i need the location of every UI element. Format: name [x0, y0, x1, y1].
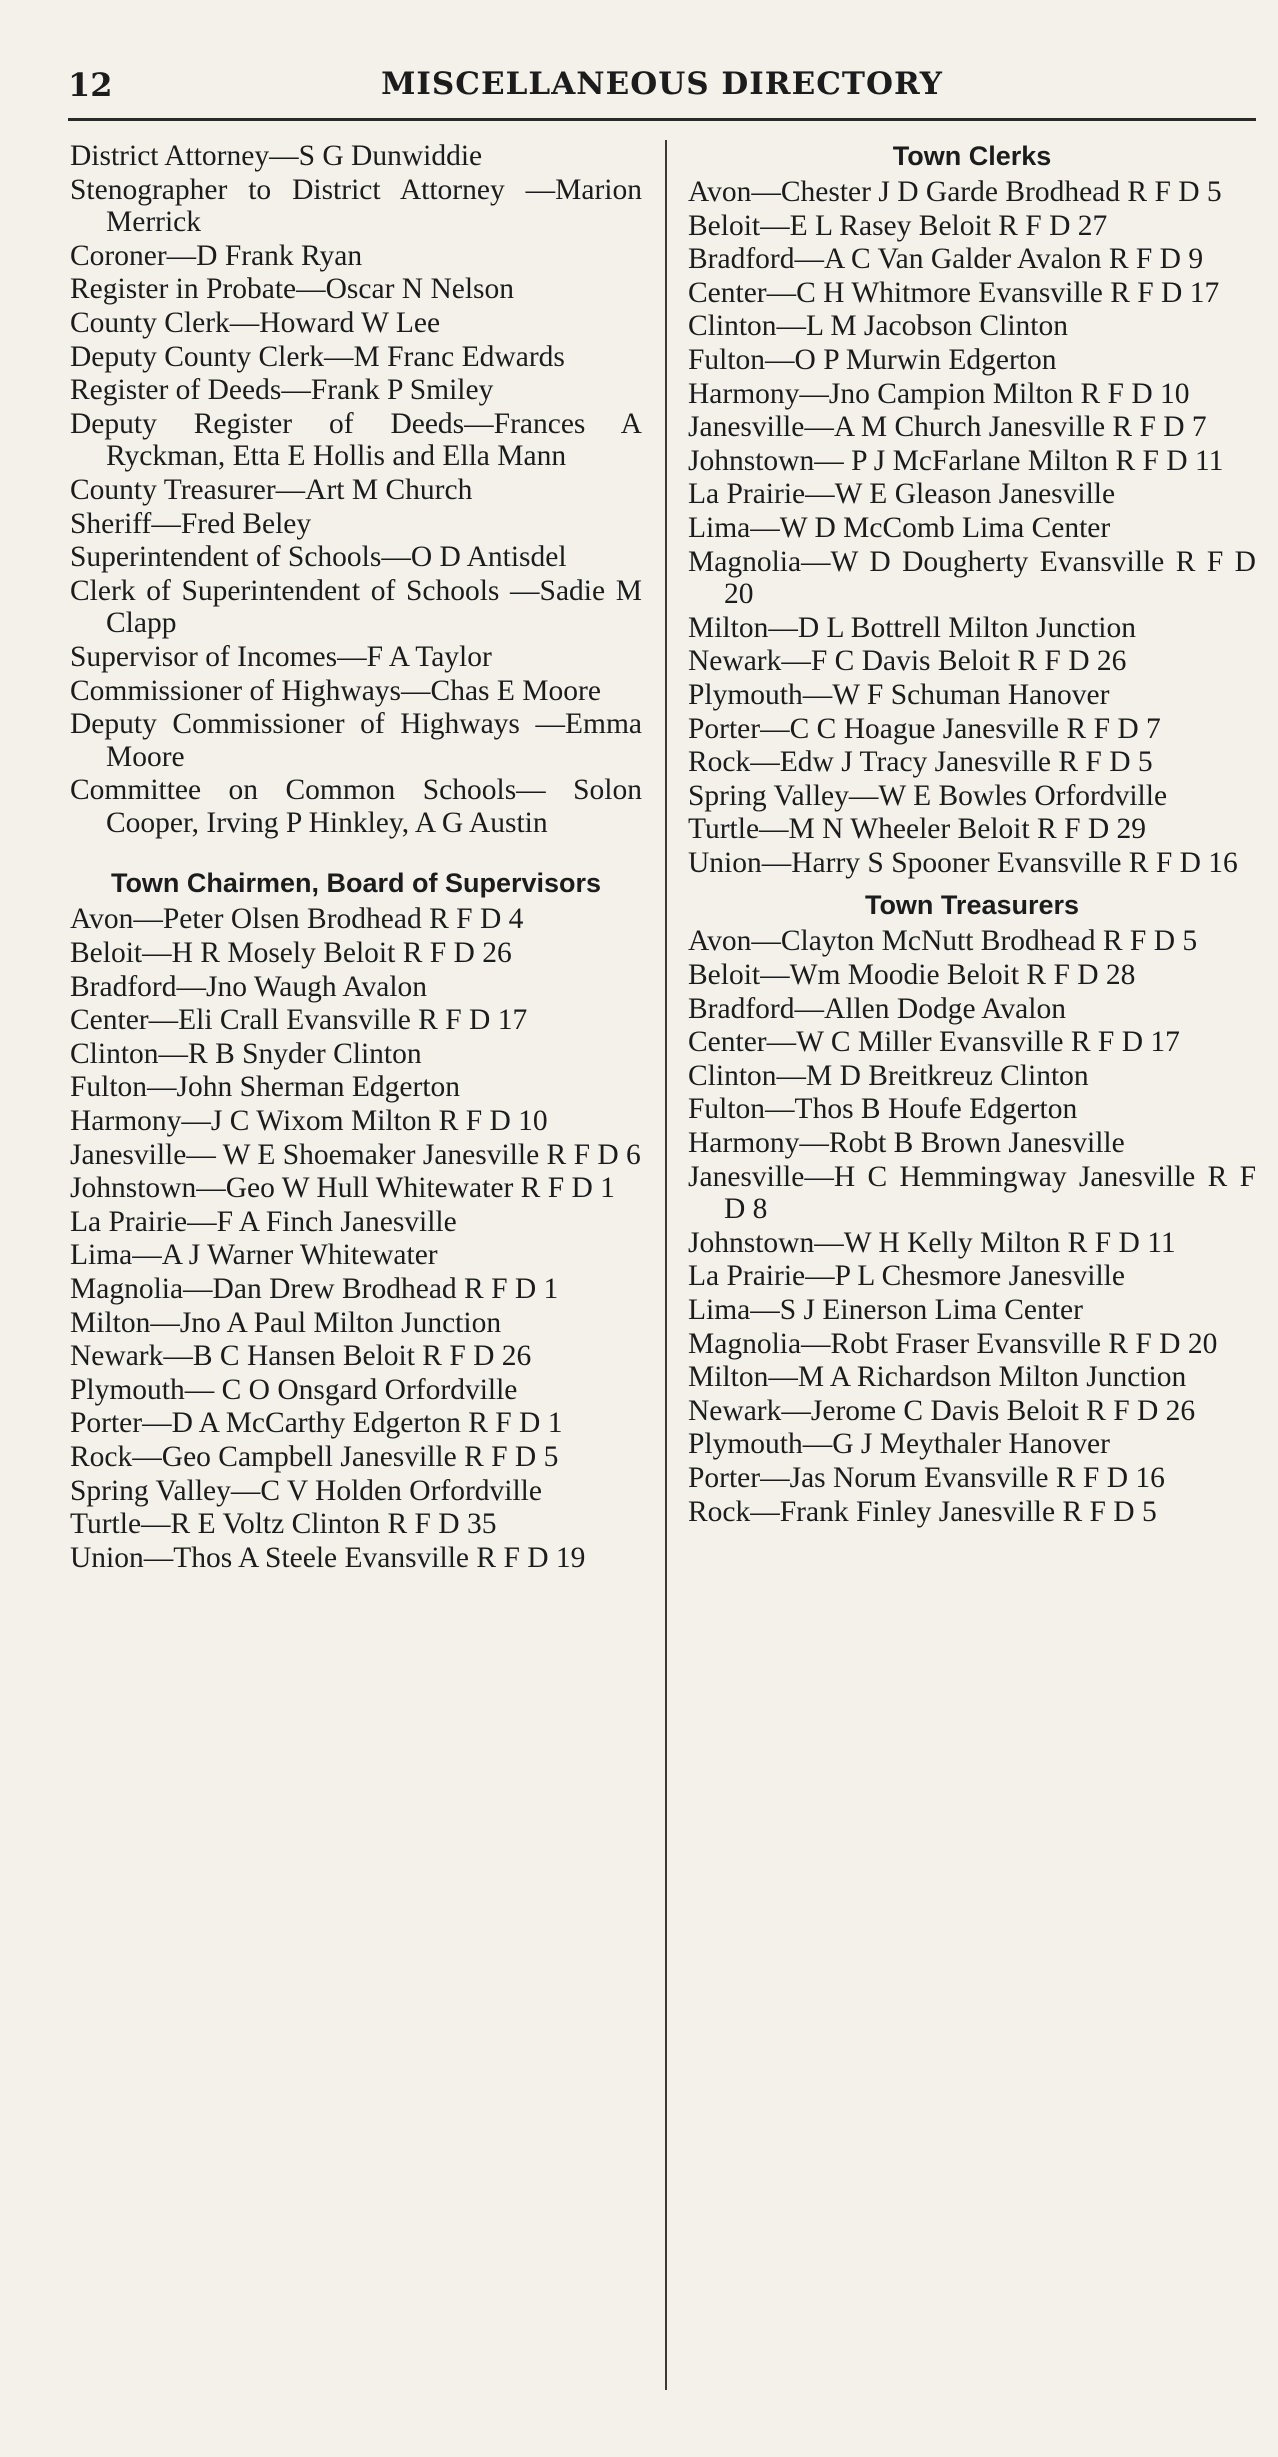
directory-entry: Center—W C Miller Evansville R F D 17	[688, 1026, 1180, 1059]
directory-entry: Turtle—M N Wheeler Beloit R F D 29	[688, 813, 1147, 846]
directory-entry: Porter—Jas Norum Evansville R F D 16	[688, 1461, 1165, 1494]
directory-entry: Deputy Commissioner of Highways —Emma Moore	[70, 708, 642, 773]
directory-entry: Rock—Edw J Tracy Janesville R F D 5	[688, 746, 1153, 779]
directory-entry: County Clerk—Howard W Lee	[70, 306, 441, 339]
page-number: 12	[68, 66, 113, 104]
directory-entry: Magnolia—Dan Drew Brodhead R F D 1	[70, 1273, 559, 1305]
column-divider	[665, 140, 667, 2390]
directory-entry: Janesville—H C Hemmingway Janesville R F D 8	[688, 1160, 1256, 1226]
town-treasurers-list	[688, 925, 1256, 1528]
town-chairmen-list	[70, 903, 642, 1574]
directory-entry: Beloit—E L Rasey Beloit R F D 27	[688, 209, 1108, 242]
directory-entry: Turtle—R E Voltz Clinton R F D 35	[70, 1508, 497, 1541]
directory-entry: Newark—B C Hansen Beloit R F D 26	[70, 1340, 532, 1373]
directory-entry: Newark—Jerome C Davis Beloit R F D 26	[688, 1394, 1196, 1427]
town-clerks-list	[688, 176, 1256, 879]
directory-entry: Avon—Peter Olsen Brodhead R F D 4	[70, 903, 524, 936]
right-column	[688, 140, 1256, 1529]
section-heading-town-chairmen: Town Chairmen, Board of Supervisors	[110, 868, 602, 899]
directory-entry: Clinton—M D Breitkreuz Clinton	[688, 1059, 1089, 1092]
directory-entry: Milton—D L Bottrell Milton Junction	[688, 611, 1136, 644]
directory-entry: County Treasurer—Art M Church	[70, 473, 473, 506]
directory-entry: Milton—M A Richardson Milton Junction	[688, 1361, 1187, 1394]
directory-entry: La Prairie—F A Finch Janesville	[70, 1205, 457, 1238]
directory-entry: Janesville—A M Church Janesville R F D 7	[688, 411, 1207, 444]
directory-entry: Bradford—Jno Waugh Avalon	[70, 970, 428, 1003]
directory-entry: Committee on Common Schools— Solon Cooper, Irving P Hinkley, A G Austin	[70, 774, 642, 839]
header-rule	[68, 118, 1256, 121]
directory-entry: Johnstown—Geo W Hull Whitewater R F D 1	[70, 1172, 615, 1205]
directory-entry: Rock—Frank Finley Janesville R F D 5	[688, 1495, 1157, 1528]
directory-entry: Beloit—Wm Moodie Beloit R F D 28	[688, 959, 1136, 992]
directory-entry: La Prairie—P L Chesmore Janesville	[688, 1260, 1125, 1293]
directory-entry: Lima—W D McComb Lima Center	[688, 511, 1111, 544]
directory-entry: Sheriff—Fred Beley	[70, 507, 312, 540]
directory-entry: Deputy County Clerk—M Franc Edwards	[70, 340, 565, 373]
directory-entry: Beloit—H R Mosely Beloit R F D 26	[70, 937, 512, 970]
directory-entry: Clerk of Superintendent of Schools —Sadie M Clapp	[70, 574, 642, 640]
directory-entry: Register in Probate—Oscar N Nelson	[70, 273, 515, 306]
directory-entry: Fulton—John Sherman Edgerton	[70, 1071, 461, 1104]
page-title: MISCELLANEOUS DIRECTORY	[381, 66, 943, 102]
directory-entry: Deputy Register of Deeds—Frances A Ryckman, Etta E Hollis and Ella Mann	[70, 407, 642, 473]
directory-entry: Plymouth— C O Onsgard Orfordville	[70, 1373, 518, 1406]
directory-entry: La Prairie—W E Gleason Janesville	[688, 478, 1116, 511]
directory-entry: Milton—Jno A Paul Milton Junction	[70, 1306, 502, 1339]
directory-entry: Superintendent of Schools—O D Antisdel	[70, 541, 567, 574]
section-heading-town-treasurers: Town Treasurers	[864, 890, 1080, 921]
directory-entry: Supervisor of Incomes—F A Taylor	[70, 640, 492, 673]
page-header	[68, 62, 1256, 122]
directory-entry: Bradford—A C Van Galder Avalon R F D 9	[688, 243, 1204, 276]
directory-entry: Newark—F C Davis Beloit R F D 26	[688, 645, 1127, 678]
directory-entry: Magnolia—Robt Fraser Evansville R F D 20	[688, 1327, 1218, 1360]
directory-entry: Lima—A J Warner Whitewater	[70, 1239, 438, 1272]
directory-entry: Union—Thos A Steele Evansville R F D 19	[70, 1541, 586, 1574]
directory-entry: Plymouth—G J Meythaler Hanover	[688, 1428, 1110, 1461]
directory-entry: Fulton—Thos B Houfe Edgerton	[688, 1093, 1078, 1126]
directory-entry: Stenographer to District Attorney —Marion Merrick	[70, 173, 642, 239]
directory-entry: Johnstown— P J McFarlane Milton R F D 11	[688, 444, 1224, 477]
directory-entry: Janesville— W E Shoemaker Janesville R F D 6	[70, 1138, 641, 1171]
directory-entry: Union—Harry S Spooner Evansville R F D 16	[688, 846, 1238, 879]
directory-entry: Center—Eli Crall Evansville R F D 17	[70, 1004, 528, 1037]
directory-entry: Lima—S J Einerson Lima Center	[688, 1294, 1083, 1326]
directory-entry: Plymouth—W F Schuman Hanover	[688, 678, 1110, 711]
directory-entry: Avon—Chester J D Garde Brodhead R F D 5	[688, 176, 1222, 208]
directory-entry: Fulton—O P Murwin Edgerton	[688, 343, 1057, 376]
county-officers-list	[70, 140, 642, 839]
directory-entry: Magnolia—W D Dougherty Evansville R F D 20	[688, 545, 1256, 611]
directory-entry: Johnstown—W H Kelly Milton R F D 11	[688, 1226, 1176, 1259]
directory-entry: Rock—Geo Campbell Janesville R F D 5	[70, 1440, 559, 1473]
directory-entry: Bradford—Allen Dodge Avalon	[688, 992, 1066, 1025]
directory-entry: Commissioner of Highways—Chas E Moore	[70, 674, 601, 707]
directory-entry: Harmony—Robt B Brown Janesville	[688, 1127, 1125, 1160]
directory-entry: Spring Valley—C V Holden Orfordville	[70, 1474, 542, 1507]
section-heading-town-clerks: Town Clerks	[892, 141, 1052, 171]
directory-entry: Porter—C C Hoague Janesville R F D 7	[688, 712, 1161, 745]
directory-entry: Harmony—J C Wixom Milton R F D 10	[70, 1105, 548, 1138]
directory-entry: Avon—Clayton McNutt Brodhead R F D 5	[688, 925, 1198, 958]
directory-entry: Harmony—Jno Campion Milton R F D 10	[688, 377, 1190, 410]
directory-entry: Register of Deeds—Frank P Smiley	[70, 374, 494, 407]
left-column	[70, 140, 642, 1575]
directory-entry: Clinton—R B Snyder Clinton	[70, 1037, 422, 1070]
directory-entry: Clinton—L M Jacobson Clinton	[688, 310, 1068, 343]
directory-entry: Spring Valley—W E Bowles Orfordville	[688, 779, 1168, 812]
directory-entry: Center—C H Whitmore Evansville R F D 17	[688, 276, 1220, 309]
directory-entry: Coroner—D Frank Ryan	[70, 239, 363, 272]
directory-entry: District Attorney—S G Dunwiddie	[70, 140, 483, 172]
directory-entry: Porter—D A McCarthy Edgerton R F D 1	[70, 1407, 563, 1440]
